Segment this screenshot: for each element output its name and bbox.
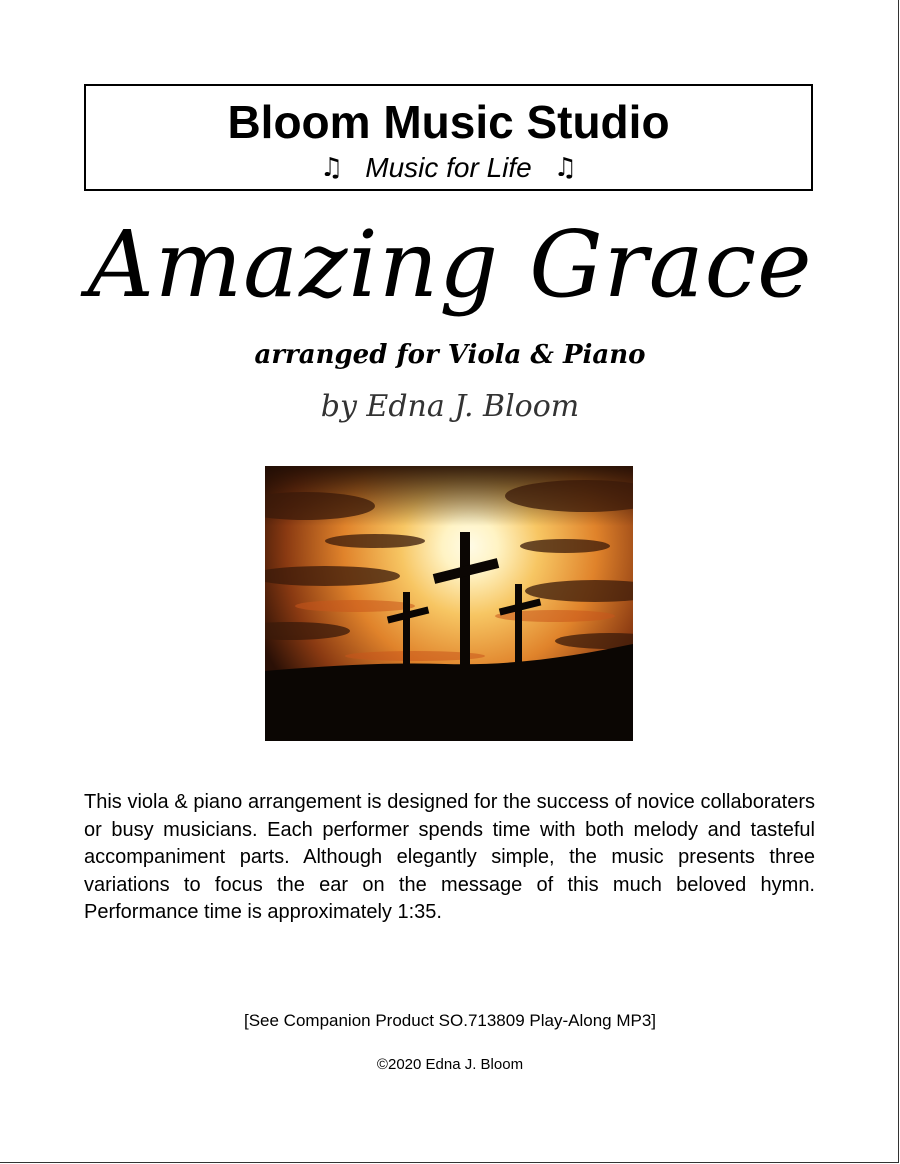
tagline: Music for Life: [365, 152, 532, 183]
product-description: This viola & piano arrangement is designed for the success of novice collaboraters or busy musicians. Each performer spends time with both melody and tasteful accompaniment parts. Although elegantly simple, the music presents three variations to focus the ear on the message of this much beloved hymn. Performance time is approximately 1:35.: [84, 791, 815, 923]
composer-byline: by Edna J. Bloom: [320, 389, 580, 424]
arrangement-subtitle: arranged for Viola & Piano: [254, 340, 646, 370]
piece-title: Amazing Grace: [87, 211, 813, 318]
copyright-notice: ©2020 Edna J. Bloom: [376, 1056, 524, 1073]
three-crosses-sunset-image: [265, 466, 633, 741]
music-note-icon: ♫: [319, 153, 344, 183]
companion-product-note: [See Companion Product SO.713809 Play-Along MP3]: [243, 1011, 657, 1030]
tagline-row: [86, 152, 811, 184]
studio-name: Bloom Music Studio: [227, 96, 670, 148]
studio-header-box: [84, 84, 813, 191]
music-note-icon: ♫: [553, 153, 578, 183]
